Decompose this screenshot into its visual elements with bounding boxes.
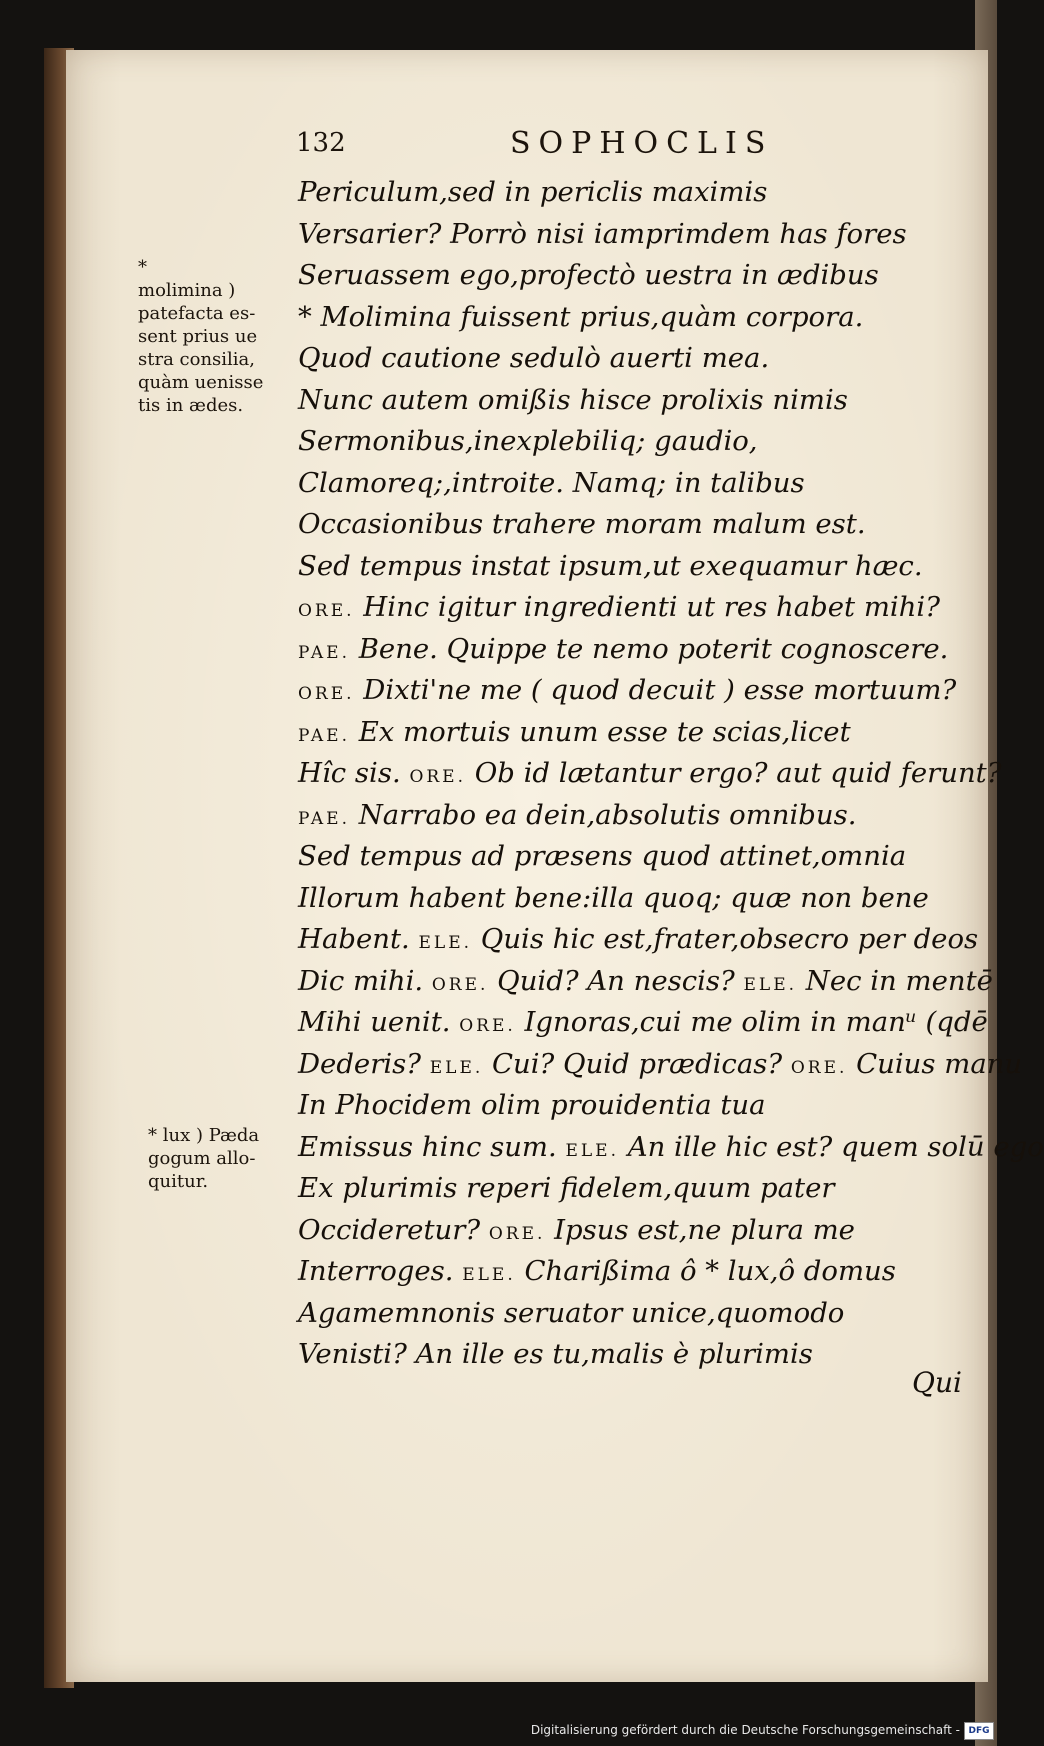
verse-line [298, 1002, 988, 1044]
verse-text: Periculum,sed in periclis maximis [298, 176, 768, 208]
dfg-logo: DFG [964, 1722, 994, 1740]
running-title: SOPHOCLIS [510, 126, 774, 161]
verse-text: Ex mortuis unum esse te scias,licet [349, 715, 851, 748]
margin-note-molimina [138, 256, 263, 417]
verse-line [298, 587, 988, 629]
verse-text: Illorum habent bene:illa quoq; quæ non bene [298, 881, 929, 914]
verse-line [298, 1334, 988, 1376]
verse-text: Dederis? [298, 1047, 430, 1080]
verse-line [298, 919, 988, 961]
verse-text-block [298, 172, 1044, 1376]
speaker-label: ORE. [488, 1223, 546, 1244]
verse-text: Emissus hinc sum. [298, 1130, 566, 1163]
verse-line [298, 421, 988, 463]
verse-text: Ex plurimis reperi fidelem,quum pater [298, 1172, 835, 1204]
verse-line [298, 1251, 988, 1293]
verse-line [298, 504, 988, 546]
verse-text: Seruassem ego,profectò uestra in ædibus [298, 259, 879, 291]
verse-text: Mihi uenit. [298, 1006, 460, 1038]
verse-line [298, 670, 988, 712]
verse-line [298, 297, 988, 339]
verse-line [298, 1210, 988, 1252]
verse-line [298, 380, 988, 422]
verse-text: Cuius manu [847, 1047, 1023, 1080]
verse-text: Ob id lætantur ergo? aut quid ferunt? [466, 757, 1002, 789]
margin-note-line: molimina ) [138, 280, 236, 301]
verse-text: In Phocidem olim prouidentia tua [298, 1089, 766, 1121]
verse-line [298, 961, 993, 1003]
verse-line [298, 753, 1002, 795]
speaker-label: ORE. [459, 1016, 516, 1036]
verse-text: Hîc sis. [298, 757, 410, 789]
verse-text: Occasionibus trahere moram malum est. [298, 508, 866, 540]
verse-line [298, 1127, 1044, 1169]
verse-text: Bene. Quippe te nemo poterit cognoscere. [349, 632, 949, 665]
speaker-label: ORE. [298, 601, 355, 621]
margin-note-line: patefacta es- [138, 303, 256, 324]
verse-text: Nec in mentē [797, 964, 993, 997]
margin-note-lux [148, 1124, 259, 1193]
verse-text: Sed tempus instat ipsum,ut exequamur hæc. [298, 549, 923, 582]
margin-note-line: tis in ædes. [138, 395, 244, 416]
verse-text: Ignoras,cui me olim in manᵘ (qdē [515, 1006, 988, 1038]
verse-text: Sermonibus,inexplebiliq; gaudio, [298, 425, 758, 457]
speaker-label: ELE. [462, 1265, 516, 1285]
verse-text: Habent. [298, 923, 419, 955]
verse-text: Dixti'ne me ( quod decuit ) esse mortuum? [354, 674, 957, 706]
speaker-label: ELE. [418, 933, 473, 953]
verse-text: Quod cautione sedulò auerti mea. [298, 342, 770, 374]
margin-note-line: * [138, 257, 147, 278]
digitization-footer [0, 1718, 1000, 1746]
verse-line [298, 1168, 988, 1210]
verse-text: Quis hic est,frater,obsecro per deos [472, 923, 979, 955]
speaker-label: ORE. [431, 974, 489, 995]
verse-text: Charißima ô * lux,ô domus [515, 1255, 896, 1287]
verse-text: * Molimina fuissent prius,quàm corpora. [298, 300, 864, 333]
verse-text: Venisti? An ille es tu,malis è plurimis [298, 1338, 813, 1370]
speaker-label: ORE. [409, 767, 466, 787]
verse-text: Cui? Quid prædicas? [483, 1047, 791, 1080]
verse-line [298, 712, 988, 754]
verse-line [298, 255, 988, 297]
verse-text: Dic mihi. [298, 964, 432, 997]
verse-text: Versarier? Porrò nisi iamprimdem has fores [298, 217, 907, 250]
verse-line [298, 795, 988, 837]
catchword: Qui [912, 1366, 962, 1399]
verse-line [298, 338, 988, 380]
speaker-label: PAE. [298, 642, 350, 663]
verse-line [298, 214, 988, 256]
verse-text: Nunc autem omißis hisce prolixis nimis [298, 383, 848, 416]
verse-line [298, 546, 988, 588]
verse-line [298, 172, 988, 214]
page-number: 132 [296, 128, 346, 158]
verse-text: Occideretur? [298, 1213, 489, 1246]
margin-note-line: quàm uenisse [138, 372, 264, 393]
speaker-label: PAE. [298, 725, 350, 746]
verse-line [298, 1044, 1023, 1086]
verse-text: Interroges. [298, 1255, 463, 1287]
verse-text: Quid? An nescis? [488, 964, 744, 997]
verse-text: Narrabo ea dein,absolutis omnibus. [349, 798, 857, 831]
verse-line [298, 463, 988, 505]
speaker-label: ORE. [790, 1057, 848, 1078]
page-header [296, 128, 796, 168]
speaker-label: ELE. [743, 974, 798, 995]
verse-line [298, 1085, 988, 1127]
verse-text: Sed tempus ad præsens quod attinet,omnia [298, 840, 907, 872]
verse-text: Clamoreq;,introite. Namq; in talibus [298, 466, 805, 499]
verse-text: Agamemnonis seruator unice,quomodo [298, 1296, 845, 1329]
verse-text: Ipsus est,ne plura me [545, 1213, 855, 1246]
verse-text: An ille hic est? quem solū ego [619, 1130, 1044, 1163]
speaker-label: ELE. [565, 1140, 619, 1161]
margin-note-line: * lux ) Pæda [148, 1125, 260, 1146]
margin-note-line: quitur. [148, 1171, 209, 1192]
verse-line [298, 1293, 988, 1335]
verse-text: Hinc igitur ingredienti ut res habet mihi? [354, 591, 940, 623]
verse-line [298, 629, 988, 671]
verse-line [298, 878, 988, 920]
margin-note-line: gogum allo- [148, 1148, 256, 1169]
margin-note-line: sent prius ue [138, 326, 258, 347]
verse-line [298, 836, 988, 878]
speaker-label: PAE. [298, 808, 350, 829]
margin-note-line: stra consilia, [138, 349, 255, 370]
speaker-label: ORE. [298, 684, 355, 704]
speaker-label: ELE. [429, 1057, 484, 1078]
footer-credit: Digitalisierung gefördert durch die Deutsche Forschungsgemeinschaft - [530, 1723, 960, 1737]
